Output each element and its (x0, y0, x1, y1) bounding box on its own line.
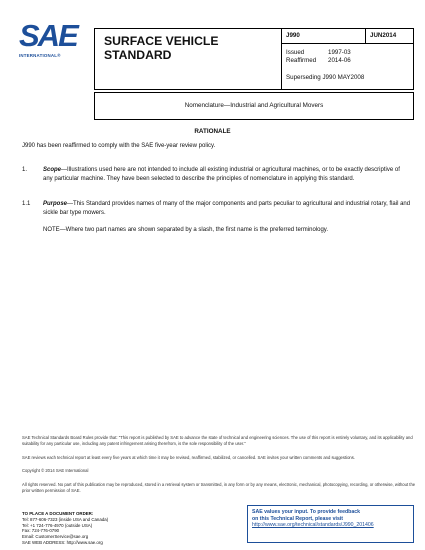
subject-box (94, 92, 414, 120)
note-paragraph (43, 226, 411, 235)
order-line: Tel: 877-606-7323 (inside USA and Canada) (22, 516, 109, 522)
logo-mark: SAE (19, 18, 77, 53)
rationale-text: J990 has been reaffirmed to comply with the SAE five-year review policy. (22, 143, 216, 149)
document-id: J990 (286, 32, 300, 39)
copyright-text: Copyright © 2014 SAE International (22, 468, 89, 473)
header-divider (281, 43, 413, 44)
section-scope (43, 166, 411, 183)
section-title: Scope (43, 167, 62, 173)
superseding-note: Superseding J990 MAY2008 (286, 74, 365, 81)
section-text: —Illustrations used here are not intended to include all existing industrial or agricultural machines, or to be exactly descriptive of any particular machine. They have been selected to describe the principles of nomenclature in applying this standard. (43, 167, 400, 182)
section-text: —This Standard provides names of many of the major components and parts peculiar to agricultural and industrial rotary, flail and sickle bar type mowers. (43, 201, 411, 216)
order-line: Tel: +1 724-776-4970 (outside USA) (22, 522, 93, 528)
reaffirmed-label: Reaffirmed (286, 57, 317, 64)
section-number: 1. (22, 167, 28, 173)
issued-label: Issued (286, 49, 305, 56)
document-type (104, 34, 218, 62)
order-line[interactable]: SAE WEB ADDRESS: http://www.sae.org (22, 539, 103, 545)
rights-reserved-text: All rights reserved. No part of this publication may be reproduced, stored in a retrieval system or transmitted, in any form or by any means, electronic, mechanical, photocopying, recording, or otherwise, without the prior written permission of SAE. (22, 482, 416, 494)
sae-logo (19, 20, 81, 62)
header-divider (365, 29, 366, 43)
feedback-line: on this Technical Report, please visit (252, 515, 343, 522)
tsb-rules-text: SAE Technical Standards Board Rules provide that: "This report is published by SAE to advance the state of technical and engineering sciences. The use of this report is entirely voluntary, and its applicability and suitability for any particular use, including any patent infringement arising therefrom, is the sole responsibility of the user." (22, 435, 413, 447)
rationale-heading: RATIONALE (194, 128, 231, 135)
document-header (94, 28, 414, 90)
header-divider (281, 29, 282, 89)
review-policy-text: SAE reviews each technical report at least every five years at which time it may be revised, reaffirmed, stabilized, or cancelled. SAE invites your written comments and suggestions. (22, 455, 355, 460)
reaffirmed-value: 2014-06 (328, 57, 351, 64)
document-subject: Nomenclature—Industrial and Agricultural Movers (184, 102, 324, 109)
feedback-text (252, 509, 374, 529)
feedback-link[interactable]: http://www.sae.org/technical/standards/J990_201406 (252, 522, 374, 528)
order-line[interactable]: Email: CustomerService@sae.org (22, 534, 89, 540)
document-type-line2: STANDARD (104, 48, 172, 62)
feedback-box (247, 505, 414, 543)
section-purpose (43, 200, 411, 217)
feedback-line: SAE values your input. To provide feedback (252, 509, 360, 515)
order-line: Fax: 724-776-0790 (22, 528, 60, 534)
logo-subtext: INTERNATIONAL® (19, 53, 61, 58)
note-label: NOTE (43, 227, 60, 233)
order-info (22, 511, 108, 546)
note-text: —Where two part names are shown separated by a slash, the first name is the preferred terminology. (59, 227, 329, 233)
order-heading: TO PLACE A DOCUMENT ORDER: (22, 511, 94, 516)
section-title: Purpose (43, 201, 68, 207)
document-date: JUN2014 (370, 32, 397, 39)
issued-value: 1997-03 (328, 49, 351, 56)
section-number: 1.1 (22, 201, 31, 207)
document-type-line1: SURFACE VEHICLE (104, 34, 219, 48)
